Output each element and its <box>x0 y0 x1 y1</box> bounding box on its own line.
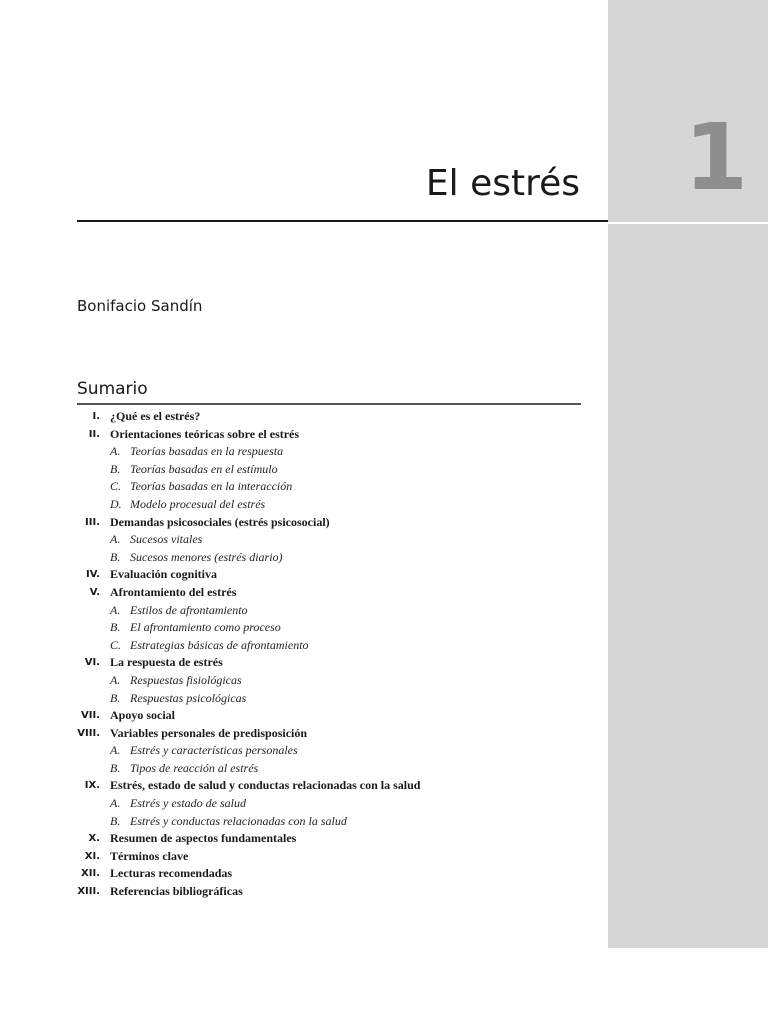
subsection-letter: C. <box>110 637 122 652</box>
subsection-entry <box>110 478 292 496</box>
subsection-title: Estilos de afrontamiento <box>130 602 248 617</box>
subsection-letter: A. <box>110 796 121 811</box>
subsection-title: Teorías basadas en la respuesta <box>130 444 284 459</box>
summary-heading: Sumario <box>77 379 148 399</box>
section-number <box>77 637 100 655</box>
subsection-letter: A. <box>110 743 121 758</box>
section-title: Lecturas recomendadas <box>110 866 233 881</box>
summary-subsection <box>77 672 597 690</box>
section-title: ¿Qué es el estrés? <box>110 409 201 423</box>
summary-subsection <box>77 742 597 760</box>
subsection-entry <box>110 619 281 637</box>
summary-subsection <box>77 531 597 549</box>
subsection-letter: B. <box>110 813 121 828</box>
summary-section <box>77 725 597 743</box>
section-number: II. <box>88 428 100 440</box>
summary-section <box>77 830 597 848</box>
summary-section <box>77 883 597 901</box>
subsection-title: Estrategias básicas de afrontamiento <box>130 637 309 652</box>
section-number: X. <box>88 833 100 845</box>
subsection-title: Teorías basadas en la interacción <box>130 479 293 494</box>
subsection-title: Estrés y conductas relacionadas con la salud <box>130 813 347 828</box>
section-number <box>77 690 100 708</box>
section-title: Apoyo social <box>110 708 176 723</box>
subsection-entry <box>110 637 309 655</box>
subsection-entry <box>110 549 283 567</box>
section-title: Demandas psicosociales (estrés psicosocial) <box>110 514 330 529</box>
subsection-entry <box>110 496 265 514</box>
summary-subsection <box>77 637 597 655</box>
section-title: Estrés, estado de salud y conductas relacionadas con la salud <box>110 778 421 793</box>
subsection-entry <box>110 813 347 831</box>
section-number: I. <box>92 411 100 422</box>
summary-subsection <box>77 760 597 778</box>
summary-subsection <box>77 602 597 620</box>
section-title: Variables personales de predisposición <box>110 725 308 740</box>
summary-section <box>77 426 597 444</box>
subsection-letter: B. <box>110 620 121 635</box>
summary-list <box>77 408 597 901</box>
section-number <box>77 531 100 549</box>
subsection-title: El afrontamiento como proceso <box>130 620 281 635</box>
section-number: VII. <box>81 710 100 722</box>
section-number <box>77 461 100 479</box>
subsection-letter: A. <box>110 532 121 547</box>
subsection-letter: A. <box>110 444 121 459</box>
summary-section <box>77 408 597 426</box>
section-number <box>77 478 100 496</box>
summary-section <box>77 777 597 795</box>
section-title: Afrontamiento del estrés <box>110 584 237 599</box>
subsection-title: Sucesos menores (estrés diario) <box>130 549 283 564</box>
summary-section <box>77 707 597 725</box>
subsection-title: Respuestas fisiológicas <box>130 672 242 687</box>
subsection-entry <box>110 742 298 760</box>
title-divider <box>77 220 608 222</box>
subsection-letter: B. <box>110 690 121 705</box>
subsection-entry <box>110 531 202 549</box>
summary-subsection <box>77 496 597 514</box>
summary-subsection <box>77 443 597 461</box>
subsection-title: Sucesos vitales <box>130 532 203 547</box>
section-number: XIII. <box>77 886 100 898</box>
summary-subsection <box>77 549 597 567</box>
summary-subsection <box>77 619 597 637</box>
summary-section <box>77 584 597 602</box>
section-number <box>77 813 100 831</box>
subsection-letter: B. <box>110 760 121 775</box>
subsection-entry <box>110 602 248 620</box>
summary-divider <box>77 403 581 405</box>
author-name: Bonifacio Sandín <box>77 297 203 315</box>
subsection-letter: A. <box>110 672 121 687</box>
section-title: Resumen de aspectos fundamentales <box>110 831 297 846</box>
subsection-entry <box>110 672 242 690</box>
section-number: IX. <box>84 780 100 792</box>
section-title: Orientaciones teóricas sobre el estrés <box>110 426 300 441</box>
summary-section <box>77 654 597 672</box>
subsection-letter: B. <box>110 461 121 476</box>
summary-subsection <box>77 795 597 813</box>
subsection-entry <box>110 690 246 708</box>
section-title: Términos clave <box>110 848 189 863</box>
section-number: VI. <box>84 657 100 669</box>
section-number <box>77 742 100 760</box>
section-number: IV. <box>86 569 100 581</box>
summary-subsection <box>77 478 597 496</box>
subsection-title: Teorías basadas en el estímulo <box>130 461 278 476</box>
subsection-letter: A. <box>110 602 121 617</box>
section-number <box>77 795 100 813</box>
section-number: XII. <box>81 868 100 880</box>
subsection-entry <box>110 795 246 813</box>
section-number <box>77 443 100 461</box>
chapter-number: 1 <box>683 104 746 211</box>
section-number <box>77 672 100 690</box>
subsection-title: Estrés y características personales <box>130 743 298 758</box>
subsection-entry <box>110 760 258 778</box>
summary-section <box>77 514 597 532</box>
subsection-title: Estrés y estado de salud <box>130 796 246 811</box>
section-title: Referencias bibliográficas <box>110 884 243 899</box>
subsection-letter: C. <box>110 479 122 494</box>
section-title: La respuesta de estrés <box>110 655 223 670</box>
summary-section <box>77 848 597 866</box>
subsection-title: Respuestas psicológicas <box>130 690 247 705</box>
section-number <box>77 549 100 567</box>
summary-section <box>77 566 597 584</box>
chapter-title: El estrés <box>425 163 580 204</box>
summary-subsection <box>77 690 597 708</box>
section-number: III. <box>85 516 100 528</box>
subsection-entry <box>110 461 278 479</box>
subsection-letter: D. <box>110 496 122 511</box>
subsection-letter: B. <box>110 549 121 564</box>
summary-section <box>77 865 597 883</box>
section-number <box>77 602 100 620</box>
section-number <box>77 760 100 778</box>
section-number: V. <box>89 586 100 598</box>
chapter-tab-sidebar <box>608 224 768 948</box>
subsection-title: Tipos de reacción al estrés <box>130 760 259 775</box>
section-title: Evaluación cognitiva <box>110 567 218 582</box>
section-number: XI. <box>84 850 100 862</box>
summary-subsection <box>77 813 597 831</box>
section-number: VIII. <box>77 727 100 739</box>
section-number <box>77 496 100 514</box>
subsection-title: Modelo procesual del estrés <box>130 496 266 511</box>
summary-subsection <box>77 461 597 479</box>
subsection-entry <box>110 443 283 461</box>
section-number <box>77 619 100 637</box>
